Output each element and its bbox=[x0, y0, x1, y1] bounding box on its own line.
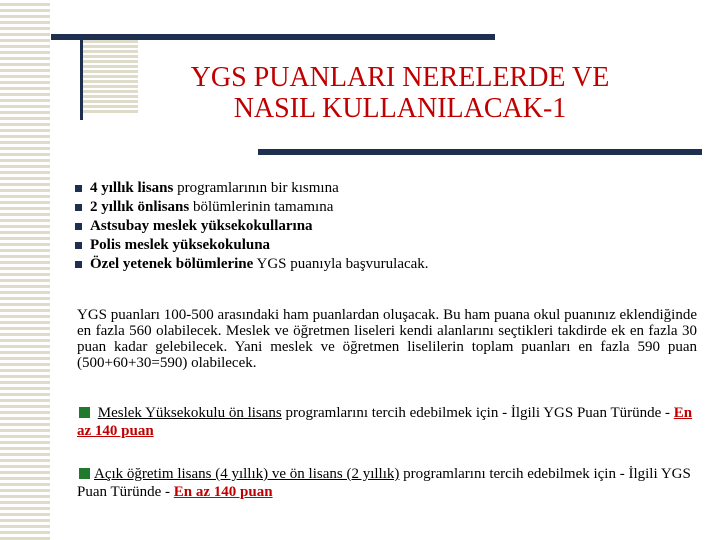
list-item bbox=[72, 236, 429, 255]
square-bullet-icon bbox=[75, 223, 82, 230]
note-text: programlarını tercih edebilmek için - İlgili YGS Puan Türünde - bbox=[77, 466, 691, 500]
note-underlined: Açık öğretim lisans (4 yıllık) ve ön lisans (2 yıllık) bbox=[94, 466, 400, 482]
bottom-accent-bar bbox=[258, 149, 702, 155]
list-item bbox=[72, 255, 429, 274]
title-line-2: NASIL KULLANILACAK-1 bbox=[233, 93, 567, 124]
slide-title bbox=[120, 62, 680, 124]
bullet-bold: Astsubay meslek yüksekokullarına bbox=[90, 218, 313, 234]
note-underlined: Meslek Yüksekokulu ön lisans bbox=[97, 405, 282, 421]
top-accent-bar bbox=[51, 34, 495, 40]
checkbox-bullet-icon bbox=[79, 468, 90, 479]
note-text: programlarını tercih edebilmek için - İlgili YGS Puan Türünde - bbox=[281, 405, 674, 421]
bullet-bold: Özel yetenek bölümlerine bbox=[90, 256, 254, 272]
square-bullet-icon bbox=[75, 185, 82, 192]
bullet-bold: 2 yıllık önlisans bbox=[90, 199, 190, 215]
score-paragraph: YGS puanları 100-500 arasındaki ham puanlardan oluşacak. Bu ham puana okul puanınız eklendiğinde en fazla 560 olabilecek. Meslek ve öğretmen liseleri kendi alanlarını seçtikleri takdirde ek en fazla 30 puan kadar gelebilecek. Yani meslek ve öğretmen liselilerin toplam puanları en fazla 590 puan (500+60+30=590) olabilecek. bbox=[77, 307, 697, 371]
bullet-text: YGS puanıyla başvurulacak. bbox=[253, 256, 429, 272]
list-item bbox=[72, 179, 429, 198]
list-item bbox=[72, 198, 429, 217]
bullet-bold: Polis meslek yüksekokuluna bbox=[90, 237, 271, 253]
list-item bbox=[72, 217, 429, 236]
checkbox-note-2 bbox=[77, 465, 697, 501]
vertical-accent-bar bbox=[80, 34, 83, 120]
bullet-text: bölümlerinin tamamına bbox=[189, 199, 334, 215]
checkbox-note-1 bbox=[77, 404, 697, 440]
bullet-list bbox=[72, 179, 429, 274]
checkbox-bullet-icon bbox=[79, 407, 90, 418]
square-bullet-icon bbox=[75, 261, 82, 268]
bullet-text: programlarının bir kısmına bbox=[173, 180, 339, 196]
note-highlight: En az 140 puan bbox=[77, 405, 693, 439]
note-highlight: En az 140 puan bbox=[173, 484, 273, 500]
square-bullet-icon bbox=[75, 204, 82, 211]
decorative-stripes bbox=[0, 0, 50, 540]
square-bullet-icon bbox=[75, 242, 82, 249]
title-line-1: YGS PUANLARI NERELERDE VE bbox=[190, 62, 610, 93]
bullet-bold: 4 yıllık lisans bbox=[90, 180, 174, 196]
